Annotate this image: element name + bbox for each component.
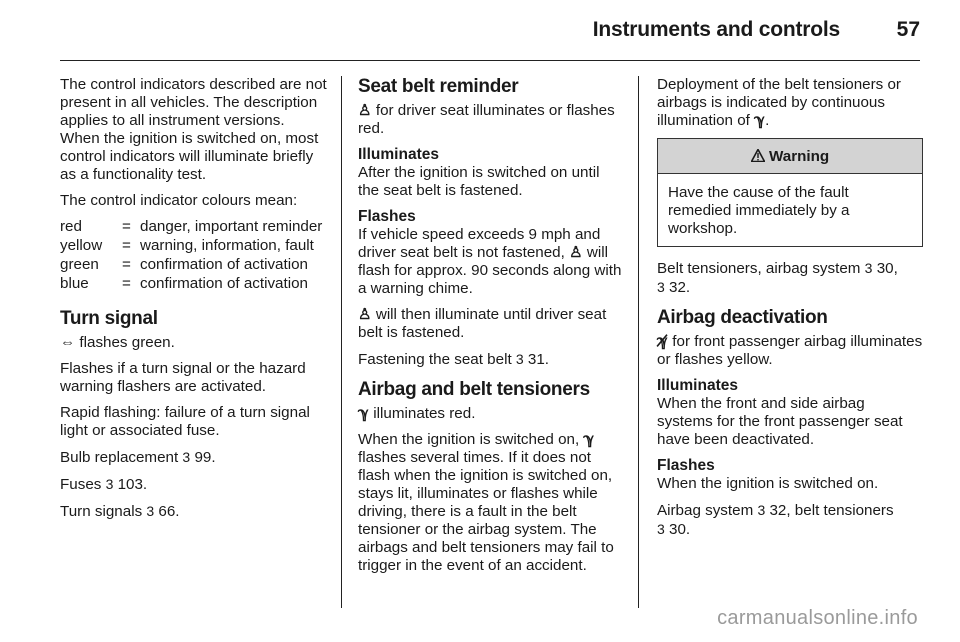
airbag-intro xyxy=(358,405,624,423)
deactivation-illuminates-text: When the front and side airbag systems for the front passenger seat have been deactivated. xyxy=(657,395,903,448)
airbag-deactivation-heading: Airbag deactivation xyxy=(657,307,828,328)
deactivation-flashes-text: When the ignition is switched on. xyxy=(657,475,879,492)
colour-meaning: danger, important reminder xyxy=(140,218,323,235)
deactivation-illuminates-heading: Illuminates xyxy=(657,377,738,394)
seatbelt-then-text xyxy=(358,306,624,342)
colour-meaning: warning, information, fault xyxy=(140,237,314,254)
column-left xyxy=(60,76,328,529)
colour-equals: = xyxy=(122,218,131,235)
turn-signal-paragraph: Flashes if a turn signal or the hazard warning flashers are activated. xyxy=(60,360,306,395)
page-ref-icon: 3 xyxy=(515,351,524,367)
fastening-ref xyxy=(358,350,624,369)
table-row xyxy=(60,237,322,256)
deactivation-intro-text: for front passenger airbag illuminates or flashes yellow. xyxy=(657,333,923,368)
seatbelt-illuminates-text: After the ignition is switched on until the seat belt is fastened. xyxy=(358,164,600,199)
warning-header xyxy=(658,139,922,174)
airbag-text-b: flashes several times. If it does not flash when the ignition is switched on, stays lit, illuminates or flashes while driving, there is a fault in the belt tensioner or the airbag system. The airbags and belt tensioners may fail to trigger in the event of an accident. xyxy=(358,449,614,574)
colour-name: green xyxy=(60,256,99,273)
page-ref-icon: 3 xyxy=(864,260,873,276)
page-header xyxy=(0,0,960,62)
ref-page: 31. xyxy=(523,351,550,368)
colour-name: yellow xyxy=(60,237,103,254)
seatbelt-intro xyxy=(358,102,624,138)
seatbelt-icon: ♙ xyxy=(358,102,372,119)
turn-signal-heading: Turn signal xyxy=(60,308,158,329)
turn-signal-intro xyxy=(60,334,328,352)
intro-paragraph: The control indicators described are not present in all vehicles. The description applies to all instrument versions. When the ignition is switched on, most control indicators will illuminate briefly as a functionality test. xyxy=(60,76,327,183)
ref-page: 66. xyxy=(154,503,180,520)
ref-label: Belt tensioners, airbag system xyxy=(657,260,865,277)
ref-page: 30. xyxy=(664,521,691,538)
colours-intro: The control indicator colours mean: xyxy=(60,192,298,209)
seatbelt-intro-text: for driver seat illuminates or flashes red. xyxy=(358,102,615,137)
airbag-icon: ℽ xyxy=(358,405,370,422)
table-row xyxy=(60,218,322,237)
colour-equals: = xyxy=(122,256,131,273)
column-divider-1 xyxy=(341,76,342,608)
colour-name: blue xyxy=(60,275,89,292)
colour-meaning: confirmation of activation xyxy=(140,256,308,273)
column-divider-2 xyxy=(638,76,639,608)
fuses-ref xyxy=(60,475,328,494)
colour-name: red xyxy=(60,218,82,235)
seatbelt-illuminates-heading: Illuminates xyxy=(358,146,439,163)
flashes-text-b: will flash for approx. 90 seconds along with a warning chime. xyxy=(358,244,622,297)
warning-box xyxy=(657,138,923,247)
airbag-system-ref xyxy=(657,501,923,539)
deploy-text-b: . xyxy=(765,112,770,129)
ref-page: 32. xyxy=(664,279,691,296)
header-rule xyxy=(60,60,920,61)
ref-page: 99. xyxy=(190,449,216,466)
bulb-replacement-ref xyxy=(60,448,328,467)
page-ref-icon: 3 xyxy=(146,503,155,519)
warning-title: Warning xyxy=(769,148,830,165)
colour-meaning: confirmation of activation xyxy=(140,275,308,292)
page-title: Instruments and controls xyxy=(592,18,840,41)
belt-tensioners-ref xyxy=(657,259,923,297)
table-row xyxy=(60,275,322,294)
flashes-text-a: If vehicle speed exceeds 9 mph and driver seat belt is not fastened, xyxy=(358,226,601,261)
ref-page: 30, xyxy=(872,260,898,277)
airbag-off-icon: ℽ̸ xyxy=(657,333,669,350)
seatbelt-flashes-heading: Flashes xyxy=(358,208,416,225)
page-ref-icon: 3 xyxy=(657,521,665,537)
ref-page: 103. xyxy=(113,476,148,493)
airbag-intro-text: illuminates red. xyxy=(369,405,476,422)
ref-label: Airbag system xyxy=(657,502,758,519)
turn-signals-ref xyxy=(60,502,328,521)
page-number: 57 xyxy=(896,18,920,41)
deactivation-flashes-heading: Flashes xyxy=(657,457,715,474)
warning-text: Have the cause of the fault remedied immediately by a workshop. xyxy=(668,184,850,237)
colour-equals: = xyxy=(122,275,131,292)
deployment-paragraph xyxy=(657,76,923,130)
deploy-text-a: Deployment of the belt tensioners or airbags is indicated by continuous illumination of xyxy=(657,76,901,129)
column-middle xyxy=(358,76,624,583)
column-right xyxy=(657,76,923,547)
warning-triangle-icon xyxy=(751,148,769,165)
airbag-icon: ℽ xyxy=(754,112,766,129)
seatbelt-flashes-text xyxy=(358,226,624,298)
airbag-text-a: When the ignition is switched on, xyxy=(358,431,584,448)
ref-label: Fuses xyxy=(60,476,106,493)
colour-table xyxy=(60,218,322,294)
warning-body xyxy=(658,174,922,246)
page-ref-icon: 3 xyxy=(105,476,114,492)
page-ref-icon: 3 xyxy=(657,279,665,295)
watermark: carmanualsonline.info xyxy=(717,607,918,629)
ref-page: 32, belt tensioners xyxy=(765,502,894,519)
ref-label: Fastening the seat belt xyxy=(358,351,516,368)
turn-signal-icon: ⇔ xyxy=(60,334,76,351)
deactivation-intro xyxy=(657,333,923,369)
seatbelt-heading: Seat belt reminder xyxy=(358,76,519,97)
ref-label: Turn signals xyxy=(60,503,147,520)
seatbelt-icon: ♙ xyxy=(569,244,583,261)
turn-signal-text: flashes green. xyxy=(75,334,175,351)
airbag-paragraph xyxy=(358,431,624,575)
then-text: will then illuminate until driver seat belt is fastened. xyxy=(358,306,607,341)
airbag-icon: ℽ xyxy=(583,431,595,448)
table-row xyxy=(60,256,322,275)
ref-label: Bulb replacement xyxy=(60,449,183,466)
airbag-heading: Airbag and belt tensioners xyxy=(358,379,590,400)
page-ref-icon: 3 xyxy=(182,449,191,465)
seatbelt-icon: ♙ xyxy=(358,306,372,323)
rapid-flashing-paragraph: Rapid flashing: failure of a turn signal light or associated fuse. xyxy=(60,404,310,439)
colour-equals: = xyxy=(122,237,131,254)
page-ref-icon: 3 xyxy=(757,502,766,518)
